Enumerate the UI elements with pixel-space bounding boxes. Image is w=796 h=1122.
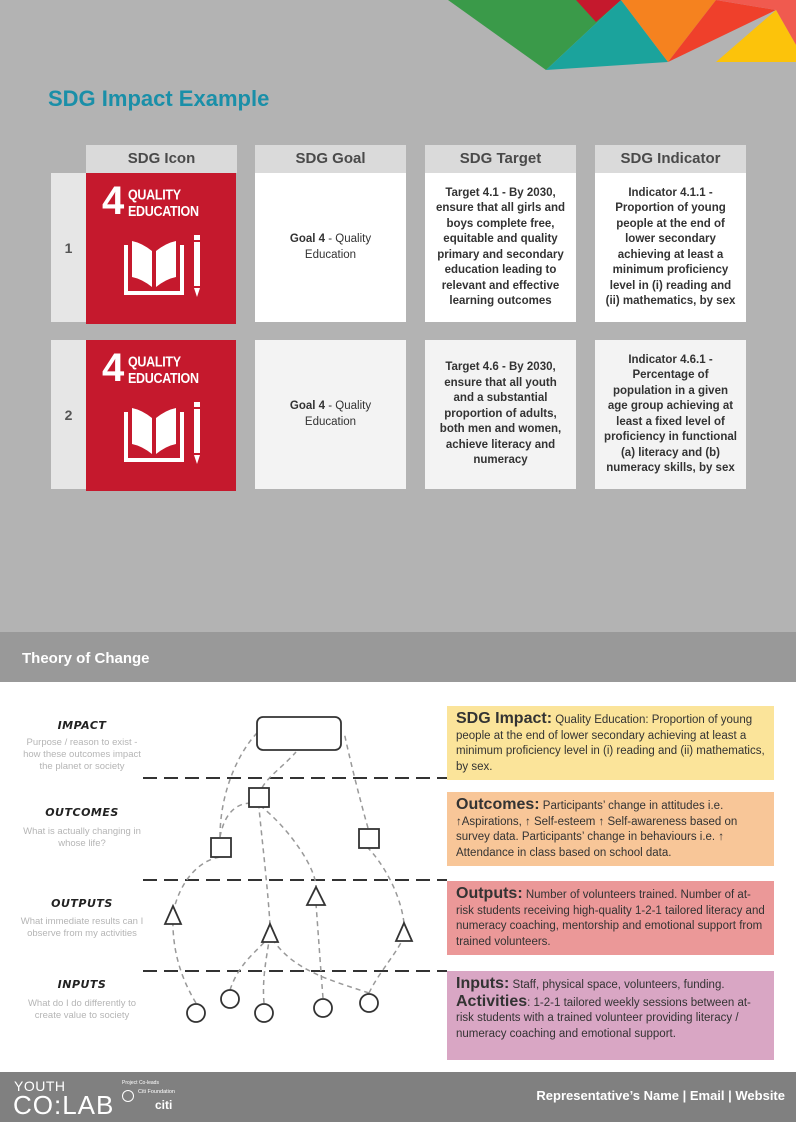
sdg-4-icon-tile: [86, 340, 236, 491]
input-circle: [360, 994, 378, 1012]
goal-cell: Goal 4 - Quality Education: [255, 173, 406, 322]
page-title: SDG Impact Example: [48, 86, 270, 111]
level-desc-inputs: What do I do differently to create value to society: [27, 998, 137, 1021]
indicator-cell: Indicator 4.1.1 - Proportion of young people at the end of lower secondary achieving at least a minimum proficiency level in (i) reading and (ii) mathematics, by sex: [595, 173, 746, 322]
outcomes-box: Outcomes: Participants’ change in attitudes i.e. ↑Aspirations, ↑ Self-esteem ↑ Self-awareness based on survey data. Participants’ change in behaviours i.e. ↑ Attendance in class based on school data.: [447, 792, 774, 866]
output-triangle: [262, 924, 278, 942]
open-book-pencil-icon: [120, 231, 210, 301]
level-title-outcomes: OUTCOMES: [45, 806, 119, 819]
level-desc-outputs: What immediate results can I observe from my activities: [20, 916, 144, 939]
column-header-icon: SDG Icon: [86, 145, 237, 173]
citi-logo: citi: [155, 1098, 173, 1112]
row-number: 2: [51, 340, 86, 489]
youth-colab-logo: YOUTH: [14, 1078, 66, 1094]
level-desc-outcomes: What is actually changing in whose life?: [23, 826, 141, 849]
column-header-goal: SDG Goal: [255, 145, 406, 173]
input-circle: [314, 999, 332, 1017]
target-cell: Target 4.1 - By 2030, ensure that all girls and boys complete free, equitable and quality primary and secondary education leading to relevant and effective learning outcomes: [425, 173, 576, 322]
outcome-square: [359, 829, 379, 848]
sdg-impact-box: SDG Impact: Quality Education: Proportion of young people at the end of lower secondary achieving at least a minimum proficiency level in (i) reading and (ii) mathematics, by sex.: [447, 706, 774, 780]
target-cell: Target 4.6 - By 2030, ensure that all youth and a substantial proportion of adults, both men and women, achieve literacy and numeracy: [425, 340, 576, 489]
output-triangle: [396, 923, 412, 941]
partner-label: Project Co-leads: [122, 1080, 159, 1086]
indicator-cell: Indicator 4.6.1 - Percentage of population in a given age group achieving at least a fixed level of proficiency in functional (a) literacy and (b) numeracy skills, by sex: [595, 340, 746, 489]
partner-label: Citi Foundation: [138, 1089, 175, 1095]
output-triangle: [165, 906, 181, 924]
level-title-outputs: OUTPUTS: [51, 897, 113, 910]
open-book-pencil-icon: [120, 398, 210, 468]
undp-logo-icon: [122, 1090, 134, 1102]
footer-contact: Representative’s Name | Email | Website: [536, 1088, 785, 1103]
column-header-target: SDG Target: [425, 145, 576, 173]
outcome-square: [249, 788, 269, 807]
impact-box-shape: [257, 717, 341, 750]
row-number: 1: [51, 173, 86, 322]
sdg-4-icon-tile: [86, 173, 236, 324]
input-circle: [221, 990, 239, 1008]
outcome-square: [211, 838, 231, 857]
input-circle: [187, 1004, 205, 1022]
level-desc-impact: Purpose / reason to exist - how these outcomes impact the planet or society: [23, 737, 141, 772]
youth-colab-logo: CO:LAB: [13, 1090, 115, 1120]
decorative-corner-triangles: [446, 0, 796, 75]
level-title-inputs: INPUTS: [57, 978, 107, 991]
goal-cell: Goal 4 - Quality Education: [255, 340, 406, 489]
sdg-label: QUALITY EDUCATION: [128, 354, 199, 387]
outputs-box: Outputs: Number of volunteers trained. Number of at-risk students receiving high-quality 1-2-1 tailored literacy and numeracy coaching, mentorship and emotional support from trained volunteers.: [447, 881, 774, 955]
sdg-label: QUALITY EDUCATION: [128, 187, 199, 220]
theory-of-change-title: Theory of Change: [22, 650, 150, 667]
sdg-number: 4: [102, 179, 125, 223]
level-title-impact: IMPACT: [57, 719, 107, 732]
theory-of-change-diagram: [0, 690, 450, 1035]
column-header-indicator: SDG Indicator: [595, 145, 746, 173]
input-circle: [255, 1004, 273, 1022]
sdg-number: 4: [102, 346, 125, 390]
inputs-activities-box: Inputs: Staff, physical space, volunteers, funding. Activities: 1-2-1 tailored weekly sessions between at-risk students with a trained volunteer providing literacy / numeracy coaching and emotional support.: [447, 971, 774, 1060]
output-triangle: [307, 887, 325, 905]
